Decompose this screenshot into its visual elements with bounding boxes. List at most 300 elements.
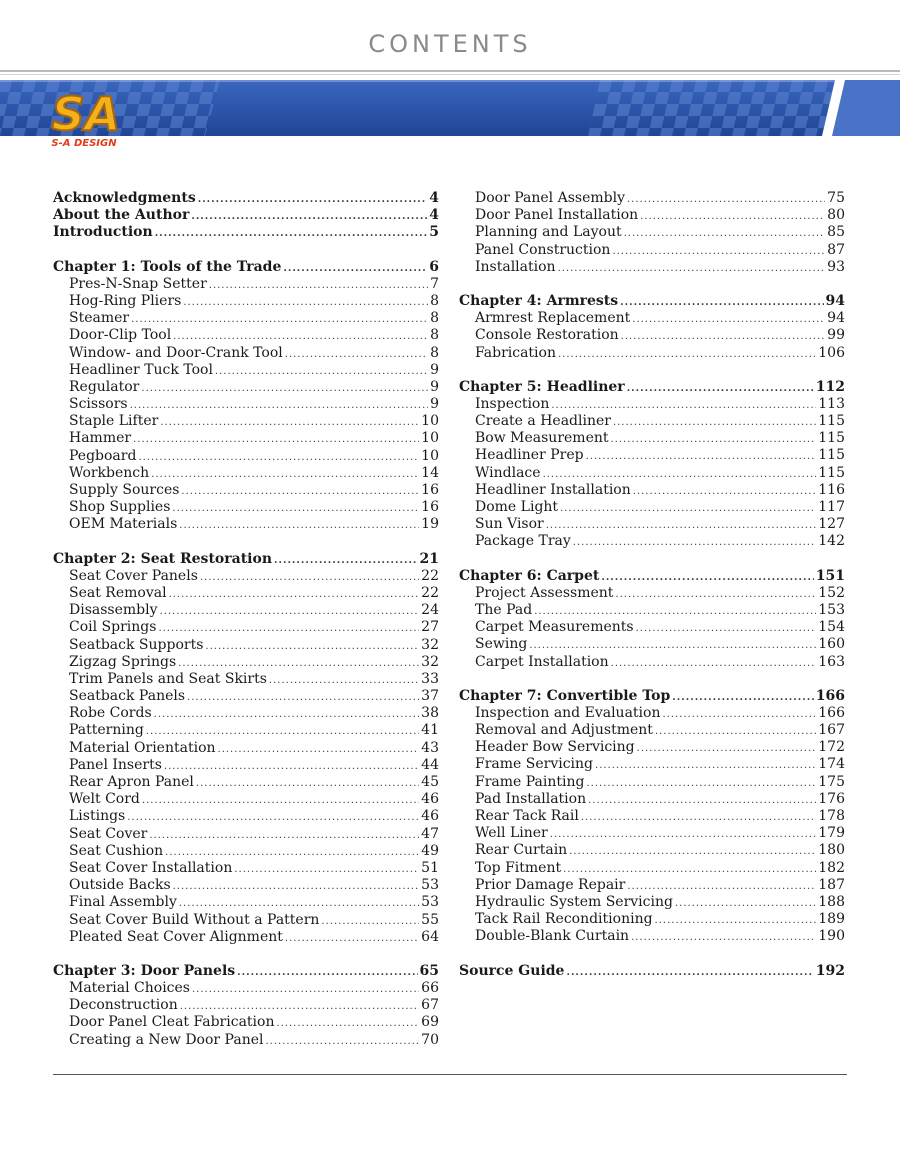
toc-entry bbox=[53, 757, 439, 774]
toc-entry-title: Chapter 5: Headliner bbox=[459, 378, 625, 395]
toc-entry bbox=[53, 327, 439, 344]
toc-entry bbox=[459, 636, 845, 653]
toc-entry-title: Panel Inserts bbox=[69, 756, 162, 773]
toc-entry bbox=[53, 877, 439, 894]
toc-entry-title: Double-Blank Curtain bbox=[475, 928, 630, 945]
toc-entry bbox=[459, 602, 845, 619]
toc-entry-page: 172 bbox=[818, 739, 845, 756]
toc-entry-title: Door-Clip Tool bbox=[69, 327, 172, 344]
toc-entry-page: 4 bbox=[429, 207, 439, 224]
toc-leader-dots bbox=[154, 709, 420, 720]
toc-entry-page: 5 bbox=[429, 224, 439, 241]
toc-leader-dots bbox=[613, 417, 816, 428]
toc-entry bbox=[53, 362, 439, 379]
toc-entry-page: 75 bbox=[827, 190, 845, 206]
toc-leader-dots bbox=[196, 778, 419, 789]
toc-chapter-entry bbox=[53, 963, 439, 980]
toc-leader-dots bbox=[560, 503, 816, 514]
toc-leader-dots bbox=[237, 967, 417, 978]
toc-leader-dots bbox=[173, 331, 428, 342]
toc-leader-dots bbox=[588, 795, 816, 806]
toc-entry-title: Chapter 1: Tools of the Trade bbox=[53, 258, 282, 275]
toc-leader-dots bbox=[632, 314, 825, 325]
toc-entry-title: Shop Supplies bbox=[69, 499, 171, 516]
toc-entry-page: 10 bbox=[421, 413, 439, 430]
toc-column-left bbox=[53, 190, 439, 1049]
toc-entry bbox=[459, 756, 845, 773]
toc-entry-title: Door Panel Installation bbox=[475, 207, 639, 224]
toc-entry-page: 9 bbox=[430, 378, 439, 395]
toc-entry-page: 190 bbox=[818, 928, 845, 945]
toc-leader-dots bbox=[558, 263, 826, 274]
toc-leader-dots bbox=[611, 434, 817, 445]
toc-entry bbox=[53, 826, 439, 843]
toc-entry-page: 16 bbox=[421, 499, 439, 516]
toc-leader-dots bbox=[146, 726, 419, 737]
toc-entry-title: Seat Cover Installation bbox=[69, 859, 233, 876]
toc-entry bbox=[53, 997, 439, 1014]
toc-entry-page: 178 bbox=[818, 808, 845, 824]
toc-entry-page: 115 bbox=[818, 430, 845, 447]
toc-entry bbox=[459, 791, 845, 808]
toc-leader-dots bbox=[550, 829, 817, 840]
toc-entry bbox=[459, 877, 845, 894]
toc-entry-title: Hammer bbox=[69, 430, 132, 447]
toc-entry-page: 33 bbox=[421, 670, 439, 687]
toc-leader-dots bbox=[655, 726, 816, 737]
toc-entry-title: Chapter 2: Seat Restoration bbox=[53, 550, 272, 567]
toc-leader-dots bbox=[191, 211, 427, 222]
toc-entry-page: 154 bbox=[818, 619, 845, 636]
toc-entry bbox=[459, 447, 845, 464]
toc-entry-title: Carpet Measurements bbox=[475, 619, 634, 636]
toc-entry-page: 99 bbox=[827, 327, 845, 344]
toc-entry bbox=[53, 310, 439, 327]
toc-entry-title: Seat Cover Build Without a Pattern bbox=[69, 911, 320, 928]
toc-entry-title: Door Panel Cleat Fabrication bbox=[69, 1014, 275, 1031]
toc-leader-dots bbox=[601, 572, 813, 583]
toc-leader-dots bbox=[543, 469, 817, 480]
toc-entry bbox=[459, 310, 845, 327]
toc-entry-page: 6 bbox=[429, 258, 439, 275]
toc-entry-title: Inspection bbox=[475, 395, 550, 412]
toc-leader-dots bbox=[160, 417, 419, 428]
toc-leader-dots bbox=[624, 228, 826, 239]
toc-entry-page: 66 bbox=[421, 980, 439, 997]
toc-entry-page: 8 bbox=[430, 310, 439, 327]
toc-chapter-entry bbox=[459, 293, 845, 310]
toc-entry-title: Chapter 3: Door Panels bbox=[53, 962, 236, 979]
toc-entry bbox=[459, 911, 845, 928]
sa-design-logo bbox=[46, 78, 132, 152]
toc-entry-title: Coil Springs bbox=[69, 619, 157, 636]
logo-mark: SA bbox=[51, 87, 121, 141]
toc-entry-page: 94 bbox=[825, 292, 845, 309]
toc-entry-page: 8 bbox=[430, 327, 439, 344]
toc-leader-dots bbox=[173, 881, 420, 892]
toc-entry-title: Removal and Adjustment bbox=[475, 722, 653, 739]
toc-entry-page: 189 bbox=[818, 911, 845, 928]
toc-entry-page: 46 bbox=[421, 791, 439, 808]
toc-leader-dots bbox=[631, 932, 816, 943]
toc-entry-page: 22 bbox=[421, 567, 439, 584]
toc-chapter-entry bbox=[53, 259, 439, 276]
toc-leader-dots bbox=[534, 606, 816, 617]
toc-entry-page: 115 bbox=[818, 447, 845, 464]
toc-entry-title: Top Fitment bbox=[475, 859, 562, 876]
toc-entry-page: 27 bbox=[421, 619, 439, 636]
toc-leader-dots bbox=[269, 675, 419, 686]
toc-entry-page: 4 bbox=[429, 190, 439, 206]
toc-leader-dots bbox=[198, 194, 428, 205]
toc-leader-dots bbox=[558, 349, 816, 360]
toc-leader-dots bbox=[581, 812, 816, 823]
toc-leader-dots bbox=[205, 641, 419, 652]
toc-entry-title: Welt Cord bbox=[69, 791, 140, 808]
toc-leader-dots bbox=[611, 658, 817, 669]
toc-entry-page: 47 bbox=[421, 825, 439, 842]
toc-entry-title: Window- and Door-Crank Tool bbox=[69, 344, 283, 361]
toc-entry bbox=[459, 327, 845, 344]
toc-entry-title: Regulator bbox=[69, 378, 140, 395]
toc-entry-page: 182 bbox=[818, 859, 845, 876]
toc-leader-dots bbox=[529, 640, 816, 651]
toc-chapter-entry bbox=[459, 688, 845, 705]
toc-entry bbox=[53, 516, 439, 533]
toc-entry-title: Pres-N-Snap Setter bbox=[69, 275, 207, 292]
toc-leader-dots bbox=[160, 606, 420, 617]
toc-leader-dots bbox=[627, 383, 814, 394]
toc-leader-dots bbox=[563, 864, 816, 875]
toc-entry-page: 37 bbox=[421, 688, 439, 705]
page-title: CONTENTS bbox=[368, 30, 532, 58]
toc-entry-title: Introduction bbox=[53, 224, 153, 241]
toc-leader-dots bbox=[627, 881, 816, 892]
toc-leader-dots bbox=[200, 572, 419, 583]
toc-entry-page: 115 bbox=[818, 413, 845, 430]
toc-entry-page: 166 bbox=[815, 687, 845, 704]
toc-leader-dots bbox=[180, 1001, 419, 1012]
toc-entry-page: 55 bbox=[421, 911, 439, 928]
toc-entry bbox=[53, 688, 439, 705]
toc-entry-page: 187 bbox=[818, 876, 845, 893]
toc-leader-dots bbox=[569, 846, 816, 857]
toc-entry bbox=[459, 242, 845, 259]
toc-entry bbox=[53, 808, 439, 825]
toc-entry bbox=[53, 705, 439, 722]
toc-entry bbox=[53, 276, 439, 293]
toc-leader-dots bbox=[573, 537, 816, 548]
toc-leader-dots bbox=[321, 916, 419, 927]
toc-leader-dots bbox=[149, 830, 419, 841]
toc-entry-page: 8 bbox=[430, 344, 439, 361]
toc-entry-title: Inspection and Evaluation bbox=[475, 704, 661, 721]
toc-entry bbox=[459, 774, 845, 791]
toc-leader-dots bbox=[178, 658, 419, 669]
toc-entry-page: 69 bbox=[421, 1014, 439, 1031]
toc-entry bbox=[459, 808, 845, 825]
toc-entry bbox=[459, 722, 845, 739]
toc-entry bbox=[459, 413, 845, 430]
toc-entry-page: 180 bbox=[818, 842, 845, 859]
toc-entry bbox=[459, 224, 845, 241]
toc-entry-page: 32 bbox=[421, 653, 439, 670]
toc-entry-page: 166 bbox=[818, 704, 845, 721]
toc-entry-page: 22 bbox=[421, 584, 439, 601]
toc-entry-title: Seat Cover bbox=[69, 825, 148, 842]
toc-leader-dots bbox=[546, 520, 817, 531]
toc-leader-dots bbox=[265, 1036, 419, 1047]
toc-entry-title: Frame Painting bbox=[475, 773, 585, 790]
toc-leader-dots bbox=[130, 400, 428, 411]
toc-entry-title: Chapter 6: Carpet bbox=[459, 567, 600, 584]
toc-entry-title: Rear Curtain bbox=[475, 842, 568, 859]
toc-leader-dots bbox=[192, 984, 419, 995]
toc-entry-title: Patterning bbox=[69, 722, 144, 739]
toc-entry-title: Hydraulic System Servicing bbox=[475, 893, 673, 910]
toc-chapter-entry bbox=[459, 568, 845, 585]
toc-leader-dots bbox=[127, 812, 419, 823]
toc-leader-dots bbox=[283, 263, 427, 274]
toc-entry bbox=[459, 842, 845, 859]
toc-leader-dots bbox=[183, 297, 428, 308]
toc-entry-title: Final Assembly bbox=[69, 894, 177, 911]
toc-entry-title: Zigzag Springs bbox=[69, 653, 177, 670]
toc-leader-dots bbox=[637, 743, 817, 754]
toc-entry-title: Carpet Installation bbox=[475, 653, 609, 670]
toc-leader-dots bbox=[131, 314, 428, 325]
toc-leader-dots bbox=[209, 280, 428, 291]
bottom-rule bbox=[53, 1074, 847, 1075]
toc-entry-title: Seat Cushion bbox=[69, 842, 164, 859]
toc-entry-page: 152 bbox=[818, 584, 845, 601]
toc-entry-page: 85 bbox=[827, 224, 845, 241]
toc-leader-dots bbox=[551, 400, 816, 411]
toc-entry bbox=[53, 345, 439, 362]
toc-entry bbox=[459, 259, 845, 276]
toc-entry-title: Door Panel Assembly bbox=[475, 190, 625, 206]
toc-leader-dots bbox=[234, 864, 419, 875]
toc-entry-title: Source Guide bbox=[459, 962, 565, 979]
toc-entry-page: 53 bbox=[421, 894, 439, 911]
toc-leader-dots bbox=[169, 589, 420, 600]
toc-entry-page: 174 bbox=[818, 756, 845, 773]
toc-entry-page: 192 bbox=[815, 962, 845, 979]
toc-entry-title: Staple Lifter bbox=[69, 413, 159, 430]
toc-entry-page: 142 bbox=[818, 533, 845, 550]
toc-entry-page: 53 bbox=[421, 877, 439, 894]
toc-entry-title: Trim Panels and Seat Skirts bbox=[69, 670, 267, 687]
toc-entry bbox=[459, 207, 845, 224]
toc-entry-title: Package Tray bbox=[475, 533, 571, 550]
toc-entry-title: Outside Backs bbox=[69, 877, 171, 894]
toc-leader-dots bbox=[612, 246, 825, 257]
toc-entry-title: About the Author bbox=[53, 207, 190, 224]
toc-leader-dots bbox=[274, 555, 418, 566]
toc-entry bbox=[53, 602, 439, 619]
toc-entry-title: Headliner Tuck Tool bbox=[69, 361, 213, 378]
toc-leader-dots bbox=[172, 503, 419, 514]
toc-entry-title: Bow Measurement bbox=[475, 430, 609, 447]
toc-entry-title: Tack Rail Reconditioning bbox=[475, 911, 653, 928]
toc-entry-title: Fabrication bbox=[475, 344, 556, 361]
toc-entry-title: Pleated Seat Cover Alignment bbox=[69, 928, 283, 945]
toc-entry-title: Installation bbox=[475, 258, 556, 275]
toc-entry-page: 49 bbox=[421, 842, 439, 859]
toc-entry-title: Workbench bbox=[69, 464, 150, 481]
toc-entry-page: 70 bbox=[421, 1031, 439, 1048]
toc-entry-page: 19 bbox=[421, 516, 439, 533]
toc-entry-page: 38 bbox=[421, 705, 439, 722]
toc-entry-page: 113 bbox=[818, 395, 845, 412]
toc-entry-title: Chapter 4: Armrests bbox=[459, 292, 619, 309]
toc-leader-dots bbox=[620, 297, 823, 308]
toc-entry bbox=[53, 619, 439, 636]
toc-entry-page: 175 bbox=[818, 773, 845, 790]
toc-chapter-entry bbox=[53, 207, 439, 224]
toc-entry bbox=[53, 929, 439, 946]
toc-leader-dots bbox=[215, 366, 428, 377]
toc-entry-title: OEM Materials bbox=[69, 516, 178, 533]
toc-leader-dots bbox=[151, 469, 419, 480]
toc-leader-dots bbox=[621, 331, 826, 342]
toc-entry-title: Acknowledgments bbox=[53, 190, 196, 206]
toc-entry bbox=[53, 671, 439, 688]
toc-entry-title: Seatback Panels bbox=[69, 688, 186, 705]
toc-entry bbox=[53, 740, 439, 757]
toc-leader-dots bbox=[155, 228, 428, 239]
toc-entry bbox=[53, 396, 439, 413]
toc-entry-title: Material Orientation bbox=[69, 739, 216, 756]
toc-leader-dots bbox=[633, 486, 817, 497]
toc-entry bbox=[459, 430, 845, 447]
toc-entry bbox=[459, 654, 845, 671]
toc-entry-page: 117 bbox=[818, 499, 845, 515]
toc-entry bbox=[459, 619, 845, 636]
toc-leader-dots bbox=[138, 452, 419, 463]
toc-entry bbox=[459, 396, 845, 413]
toc-entry-page: 176 bbox=[818, 790, 845, 807]
toc-leader-dots bbox=[218, 744, 420, 755]
toc-entry-page: 9 bbox=[430, 396, 439, 413]
toc-entry bbox=[459, 739, 845, 756]
toc-leader-dots bbox=[615, 589, 816, 600]
toc-entry bbox=[53, 379, 439, 396]
toc-leader-dots bbox=[158, 623, 419, 634]
toc-entry-page: 93 bbox=[827, 258, 845, 275]
toc-entry bbox=[53, 293, 439, 310]
toc-entry-page: 160 bbox=[818, 636, 845, 653]
toc-entry bbox=[459, 465, 845, 482]
toc-entry-page: 7 bbox=[430, 275, 439, 292]
toc-leader-dots bbox=[141, 383, 428, 394]
toc-entry-page: 9 bbox=[430, 361, 439, 378]
toc-entry bbox=[459, 705, 845, 722]
toc-entry bbox=[53, 860, 439, 877]
toc-entry bbox=[459, 860, 845, 877]
toc-entry-page: 64 bbox=[421, 928, 439, 945]
toc-entry-title: Prior Damage Repair bbox=[475, 876, 626, 893]
toc-leader-dots bbox=[595, 760, 816, 771]
toc-leader-dots bbox=[179, 520, 419, 531]
toc-entry bbox=[459, 585, 845, 602]
toc-entry-title: Creating a New Door Panel bbox=[69, 1031, 264, 1048]
toc-leader-dots bbox=[627, 194, 825, 205]
toc-entry-title: Console Restoration bbox=[475, 327, 619, 344]
toc-entry bbox=[459, 894, 845, 911]
toc-entry-page: 43 bbox=[421, 739, 439, 756]
toc-entry-title: The Pad bbox=[475, 601, 533, 618]
toc-entry-page: 80 bbox=[827, 207, 845, 224]
top-rule bbox=[0, 70, 900, 72]
toc-entry-page: 67 bbox=[421, 997, 439, 1014]
toc-entry-page: 14 bbox=[421, 464, 439, 481]
toc-entry bbox=[459, 499, 845, 516]
toc-entry bbox=[459, 482, 845, 499]
toc-entry bbox=[53, 980, 439, 997]
toc-entry-page: 127 bbox=[818, 516, 845, 533]
toc-leader-dots bbox=[142, 795, 419, 806]
toc-leader-dots bbox=[133, 434, 419, 445]
toc-leader-dots bbox=[566, 967, 813, 978]
toc-entry-title: Material Choices bbox=[69, 980, 190, 997]
logo-caption: S-A DESIGN bbox=[51, 138, 117, 149]
toc-entry-page: 44 bbox=[421, 756, 439, 773]
toc-entry-page: 179 bbox=[818, 825, 845, 842]
toc-entry-title: Panel Construction bbox=[475, 241, 611, 258]
toc-entry-page: 10 bbox=[421, 430, 439, 447]
toc-entry-title: Armrest Replacement bbox=[475, 310, 631, 327]
toc-entry-page: 116 bbox=[818, 481, 845, 498]
toc-entry-title: Rear Apron Panel bbox=[69, 774, 194, 790]
toc-entry-title: Sewing bbox=[475, 636, 528, 653]
toc-entry-page: 163 bbox=[818, 653, 845, 670]
toc-leader-dots bbox=[164, 761, 419, 772]
toc-entry bbox=[53, 499, 439, 516]
toc-entry-page: 10 bbox=[421, 447, 439, 464]
toc-entry-title: Headliner Prep bbox=[475, 447, 584, 464]
toc-entry-page: 115 bbox=[818, 464, 845, 481]
toc-entry bbox=[53, 654, 439, 671]
toc-entry bbox=[53, 774, 439, 791]
toc-entry-page: 151 bbox=[815, 567, 845, 584]
toc-leader-dots bbox=[165, 847, 419, 858]
toc-entry-title: Chapter 7: Convertible Top bbox=[459, 687, 671, 704]
toc-entry-title: Create a Headliner bbox=[475, 413, 611, 430]
toc-entry-title: Robe Cords bbox=[69, 705, 152, 722]
toc-entry-page: 41 bbox=[421, 722, 439, 739]
toc-chapter-entry bbox=[53, 551, 439, 568]
toc-entry-page: 45 bbox=[421, 774, 439, 790]
toc-entry bbox=[53, 448, 439, 465]
toc-entry-title: Pegboard bbox=[69, 447, 137, 464]
toc-leader-dots bbox=[672, 692, 813, 703]
toc-entry-title: Headliner Installation bbox=[475, 481, 631, 498]
toc-entry bbox=[459, 825, 845, 842]
toc-entry-title: Pad Installation bbox=[475, 790, 587, 807]
toc-entry-page: 24 bbox=[421, 602, 439, 619]
toc-entry-page: 46 bbox=[421, 808, 439, 825]
toc-entry bbox=[459, 345, 845, 362]
toc-entry-title: Supply Sources bbox=[69, 482, 180, 498]
toc-entry-title: Project Assessment bbox=[475, 584, 614, 601]
toc-leader-dots bbox=[285, 933, 419, 944]
toc-chapter-entry bbox=[459, 379, 845, 396]
toc-leader-dots bbox=[586, 778, 816, 789]
toc-leader-dots bbox=[179, 898, 419, 909]
toc-entry bbox=[53, 722, 439, 739]
toc-leader-dots bbox=[181, 486, 419, 497]
